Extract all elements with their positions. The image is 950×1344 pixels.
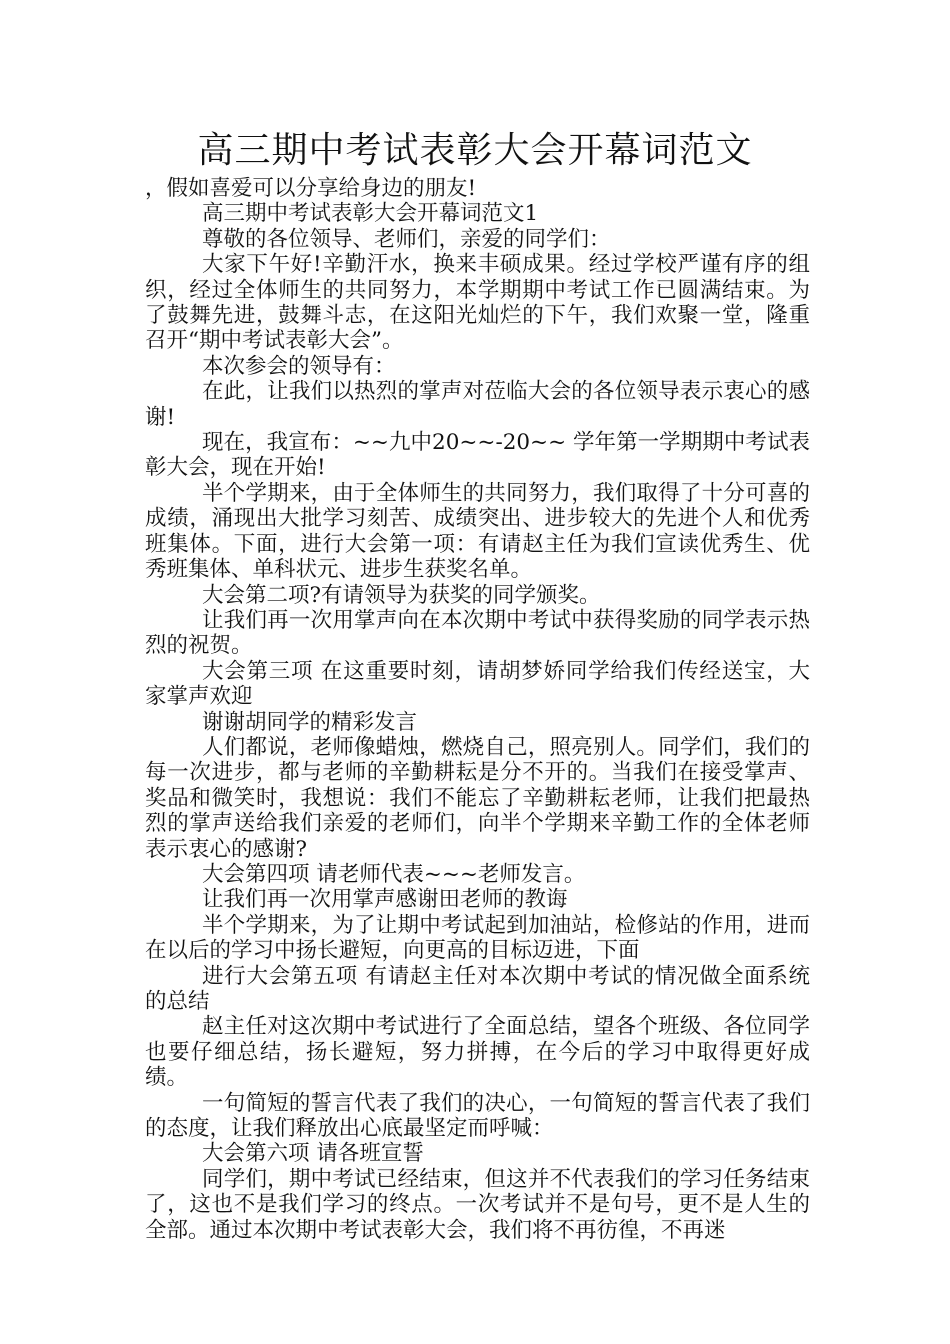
paragraph: 让我们再一次用掌声向在本次期中考试中获得奖励的同学表示热烈的祝贺。 xyxy=(145,607,810,659)
paragraph: 大会第二项?有请领导为获奖的同学颁奖。 xyxy=(202,582,601,608)
paragraph: 同学们，期中考试已经结束，但这并不代表我们的学习任务结束了，这也不是我们学习的终点。一次考试并不是句号，更不是人生的全部。通过本次期中考试表彰大会，我们将不再彷徨，不再迷 xyxy=(145,1166,810,1243)
paragraph: 尊敬的各位领导、老师们，亲爱的同学们： xyxy=(202,226,611,252)
paragraph: 一句简短的誓言代表了我们的决心，一句简短的誓言代表了我们的态度，让我们释放出心底最坚定而呼喊： xyxy=(145,1090,810,1142)
paragraph: 本次参会的领导有： xyxy=(202,353,396,379)
paragraph: 让我们再一次用掌声感谢田老师的教诲 xyxy=(202,887,568,913)
document-title: 高三期中考试表彰大会开幕词范文 xyxy=(197,130,753,171)
paragraph: 大会第四项 请老师代表~~~老师发言。 xyxy=(202,861,586,887)
paragraph: 进行大会第五项 有请赵主任对本次期中考试的情况做全面系统的总结 xyxy=(145,963,810,1014)
paragraph: 人们都说，老师像蜡烛，燃烧自己，照亮别人。同学们，我们的每一次进步，都与老师的辛勤耕耘是分不开的。当我们在接受掌声、奖品和微笑时，我想说：我们不能忘了辛勤耕耘老师，让我们把最热烈的掌声送给我们亲爱的老师们，向半个学期来辛勤工作的全体老师表示衷心的感谢? xyxy=(145,734,810,862)
paragraph: 大会第六项 请各班宣誓 xyxy=(202,1141,424,1167)
paragraph: 半个学期来，由于全体师生的共同努力，我们取得了十分可喜的成绩，涌现出大批学习刻苦、成绩突出、进步较大的先进个人和优秀班集体。下面，进行大会第一项：有请赵主任为我们宣读优秀生、优秀班集体、单科状元、进步生获奖名单。 xyxy=(145,480,810,583)
paragraph: 现在，我宣布：~~九中20~~-20~~ 学年第一学期期中考试表彰大会，现在开始! xyxy=(145,430,810,481)
paragraph: 大会第三项 在这重要时刻，请胡梦娇同学给我们传经送宝，大家掌声欢迎 xyxy=(145,658,810,710)
paragraph: 高三期中考试表彰大会开幕词范文1 xyxy=(202,201,539,227)
paragraph: 赵主任对这次期中考试进行了全面总结，望各个班级、各位同学也要仔细总结，扬长避短，努力拼搏，在今后的学习中取得更好成绩。 xyxy=(145,1014,810,1091)
paragraph: 在此，让我们以热烈的掌声对莅临大会的各位领导表示衷心的感谢! xyxy=(145,379,810,430)
paragraph: 半个学期来，为了让期中考试起到加油站，检修站的作用，进而在以后的学习中扬长避短，向更高的目标迈进，下面 xyxy=(145,912,810,964)
paragraph: 大家下午好!辛勤汗水，换来丰硕成果。经过学校严谨有序的组织，经过全体师生的共同努力，本学期期中考试工作已圆满结束。为了鼓舞先进，鼓舞斗志，在这阳光灿烂的下午，我们欢聚一堂，隆重召开“期中考试表彰大会”。 xyxy=(145,252,810,354)
paragraph: ，假如喜爱可以分享给身边的朋友! xyxy=(145,176,477,201)
document-body xyxy=(145,176,810,1243)
paragraph: 谢谢胡同学的精彩发言 xyxy=(202,709,418,735)
